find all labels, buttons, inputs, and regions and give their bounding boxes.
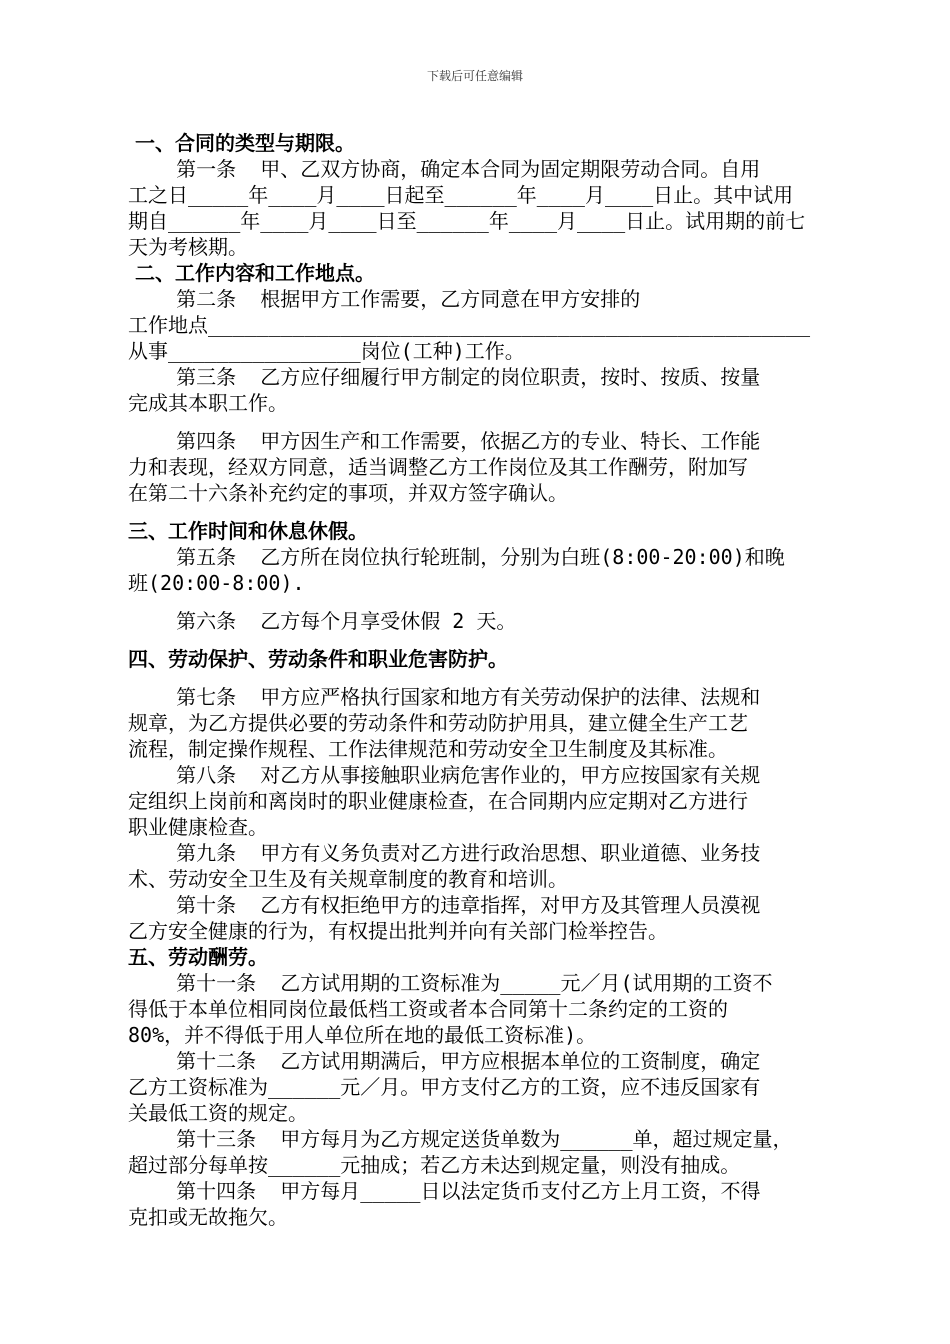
text-line: 在第二十六条补充约定的事项，并双方签字确认。 [128,481,568,505]
text-line: 第十条 乙方有权拒绝甲方的违章指挥，对甲方及其管理人员漠视 [128,893,761,917]
text-line: 乙方安全健康的行为，有权提出批判并向有关部门检举控告。 [128,919,668,943]
text-line: 第二条 根据甲方工作需要，乙方同意在甲方安排的 [128,287,641,311]
text-line: 定组织上岗前和离岗时的职业健康检查，在合同期内应定期对乙方进行 [128,789,748,813]
text-line: 第三条 乙方应仔细履行甲方制定的岗位职责，按时、按质、按量 [128,365,761,389]
section-heading: 四、劳动保护、劳动条件和职业危害防护。 [128,647,508,671]
text-line: 职业健康检查。 [128,815,268,839]
section-heading: 二、工作内容和工作地点。 [128,261,375,285]
text-line: 第一条 甲、乙双方协商，确定本合同为固定期限劳动合同。自用 [128,157,761,181]
text-line: 第四条 甲方因生产和工作需要，依据乙方的专业、特长、工作能 [128,429,761,453]
paragraph-gap [128,634,830,646]
text-line: 克扣或无故拖欠。 [128,1205,288,1229]
section-heading: 五、劳动酬劳。 [128,945,268,969]
text-line: 第五条 乙方所在岗位执行轮班制，分别为白班(8:00-20:00)和晚 [128,545,785,569]
text-line: 第八条 对乙方从事接触职业病危害作业的，甲方应按国家有关规 [128,763,761,787]
text-line: 从事________________岗位(工种)工作。 [128,339,525,363]
text-line: 流程，制定操作规程、工作法律规范和劳动安全卫生制度及其标准。 [128,737,728,761]
text-line: 力和表现，经双方同意，适当调整乙方工作岗位及其工作酬劳，附加写 [128,455,748,479]
text-line: 工之日_____年____月____日起至______年____月____日止。其中试用 [128,183,794,207]
paragraph-gap [128,596,830,608]
text-line: 术、劳动安全卫生及有关规章制度的教育和培训。 [128,867,568,891]
text-line: 完成其本职工作。 [128,391,288,415]
text-line: 第十三条 甲方每月为乙方规定送货单数为______单，超过规定量， [128,1127,793,1151]
text-line: 第十二条 乙方试用期满后，甲方应根据本单位的工资制度，确定 [128,1049,761,1073]
text-line: 规章，为乙方提供必要的劳动条件和劳动防护用具，建立健全生产工艺 [128,711,748,735]
text-line: 工作地点__________________________________________________ [128,313,811,337]
section-heading: 一、合同的类型与期限。 [128,131,355,155]
text-line: 班(20:00-8:00). [128,571,305,595]
paragraph-gap [128,416,830,428]
contract-body [128,130,830,1230]
text-line: 第六条 乙方每个月享受休假 2 天。 [128,609,517,633]
text-line: 第七条 甲方应严格执行国家和地方有关劳动保护的法律、法规和 [128,685,761,709]
page-header-note: 下载后可任意编辑 [426,69,523,83]
text-line: 乙方工资标准为______元／月。甲方支付乙方的工资，应不违反国家有 [128,1075,761,1099]
paragraph-gap [128,672,830,684]
text-line: 第十四条 甲方每月_____日以法定货币支付乙方上月工资，不得 [128,1179,761,1203]
text-line: 第九条 甲方有义务负责对乙方进行政治思想、职业道德、业务技 [128,841,761,865]
text-line: 期自______年____月____日至______年____月____日止。试用期的前七 [128,209,806,233]
text-line: 得低于本单位相同岗位最低档工资或者本合同第十二条约定的工资的 [128,997,728,1021]
paragraph-gap [128,506,830,518]
text-line: 超过部分每单按______元抽成；若乙方未达到规定量，则没有抽成。 [128,1153,741,1177]
text-line: 关最低工资的规定。 [128,1101,308,1125]
text-line: 80%，并不得低于用人单位所在地的最低工资标准)。 [128,1023,597,1047]
text-line: 第十一条 乙方试用期的工资标准为_____元／月(试用期的工资不 [128,971,773,995]
text-line: 天为考核期。 [128,235,248,259]
section-heading: 三、工作时间和休息休假。 [128,519,368,543]
